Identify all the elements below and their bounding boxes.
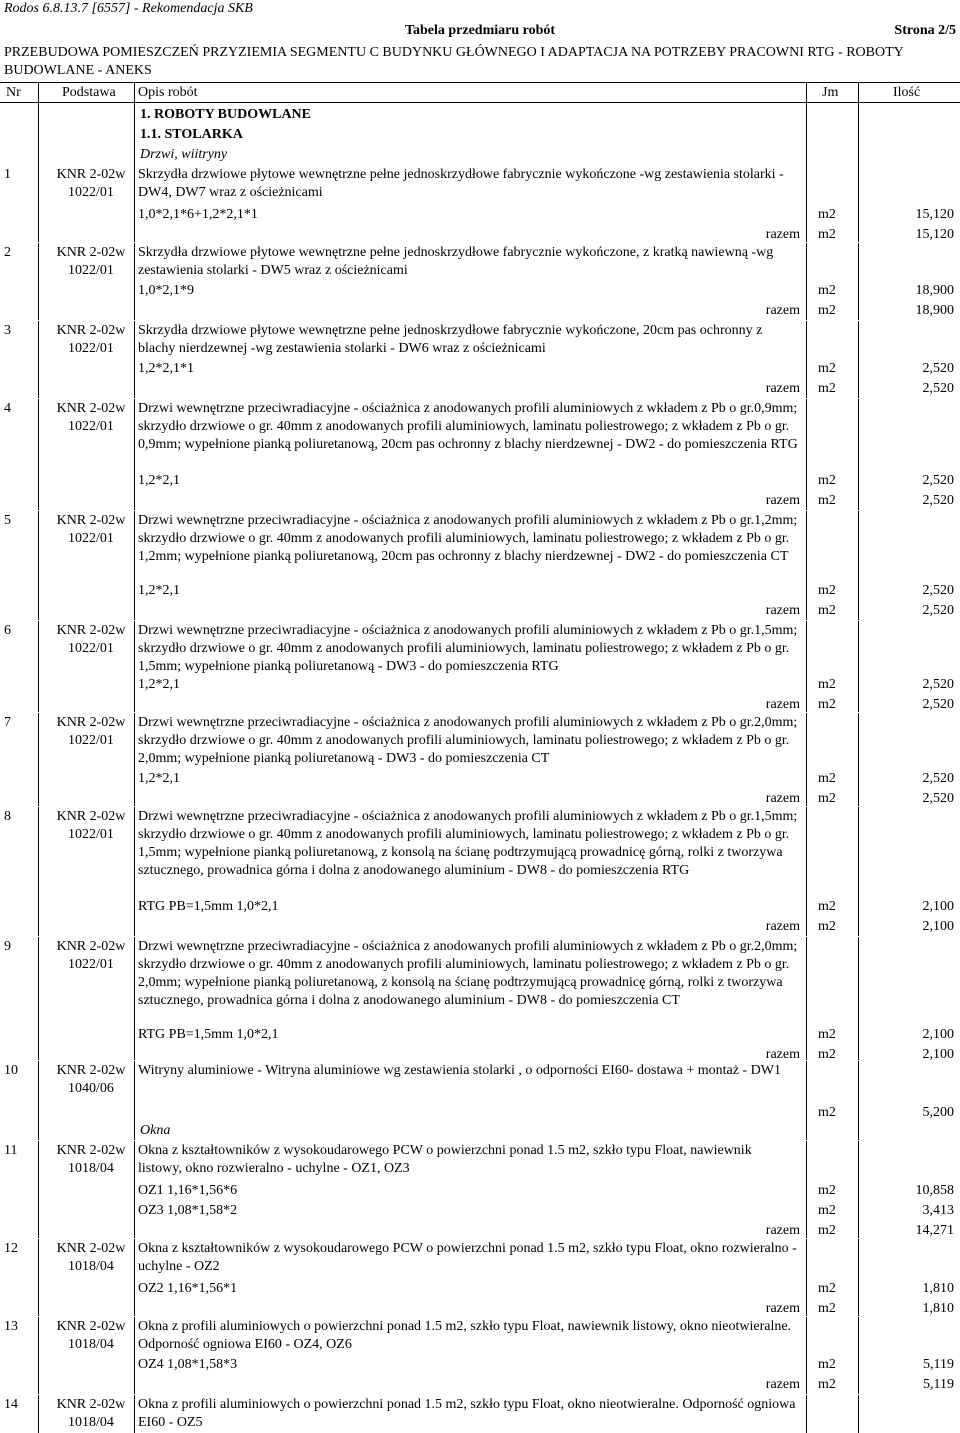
position-description: Drzwi wewnętrzne przeciwradiacyjne - ościażnica z anodowanych profili aluminiowych z wkładem z Pb o gr.1,5mm; skrzydło drzwiowe o gr. 40mm z anodowanych profili aluminiowych, laminatu poliestrowego; z wkładem z Pb o gr. 1,5mm; wypełnione pianką poliuretanową - DW3 - do pomieszczenia RTG (138, 623, 798, 674)
total-unit: m2 (818, 1377, 836, 1392)
position-basis: KNR 2-02w (56, 1397, 126, 1412)
total-label: razem (765, 919, 800, 934)
col-ilosc-header: Ilość (893, 85, 921, 100)
measurement-unit: m2 (818, 207, 836, 222)
position-number: 11 (4, 1143, 18, 1158)
position-description: Okna z profili aluminiowych o powierzchni ponad 1.5 m2, szkło typu Float, nawiewnik listowy, okno nieotwieralne. Odporność ogniowa EI60 - OZ4, OZ6 (138, 1319, 792, 1352)
measurement-quantity: 10,858 (915, 1183, 954, 1198)
position-basis: KNR 2-02w (56, 323, 126, 338)
col-divider-2 (134, 82, 135, 1433)
total-label: razem (765, 1047, 800, 1062)
total-quantity: 2,100 (922, 919, 954, 934)
measurement-quantity: 2,520 (922, 677, 954, 692)
total-label: razem (765, 1301, 800, 1316)
position-basis: KNR 2-02w (56, 939, 126, 954)
position-basis: KNR 2-02w (56, 623, 126, 638)
measurement-unit: m2 (818, 583, 836, 598)
position-basis: KNR 2-02w (56, 167, 126, 182)
total-unit: m2 (818, 1223, 836, 1238)
measurement-unit: m2 (818, 283, 836, 298)
position-number: 4 (4, 401, 11, 416)
total-label: razem (765, 1377, 800, 1392)
page-number: Strona 2/5 (894, 23, 956, 38)
row-separator (0, 1140, 960, 1141)
position-basis-code: 1022/01 (68, 185, 114, 200)
measurement-expression: 1,2*2,1 (138, 473, 180, 488)
position-number: 1 (4, 167, 11, 182)
measurement-quantity: 2,520 (922, 583, 954, 598)
measurement-unit: m2 (818, 771, 836, 786)
measurement-quantity: 15,120 (915, 207, 954, 222)
position-number: 14 (4, 1397, 18, 1412)
measurement-expression: 1,2*2,1 (138, 583, 180, 598)
total-quantity: 1,810 (922, 1301, 954, 1316)
total-quantity: 2,520 (922, 791, 954, 806)
header-bottom-rule (0, 102, 960, 103)
position-basis-code: 1022/01 (68, 531, 114, 546)
measurement-expression: 1,2*2,1 (138, 771, 180, 786)
total-unit: m2 (818, 791, 836, 806)
position-description: Drzwi wewnętrzne przeciwradiacyjne - ościażnica z anodowanych profili aluminiowych z wkładem z Pb o gr.1,5mm; skrzydło drzwiowe o gr. 40mm z anodowanych profili aluminiowych, laminatu poliestrowego; z wkładem z Pb o gr. 1,5mm; wypełnione pianką poliuretanową, z konsolą na ścianę podtrzymującą prowadnicę górną, rolki z tworzywa sztucznego, prowadnica górna i dolna z anodowanego aluminium - DW8 - do pomieszczenia RTG (138, 809, 798, 878)
measurement-quantity: 18,900 (915, 283, 954, 298)
total-unit: m2 (818, 697, 836, 712)
position-number: 9 (4, 939, 11, 954)
row-separator (0, 1394, 960, 1395)
measurement-quantity: 3,413 (922, 1203, 954, 1218)
measurement-expression: 1,0*2,1*6+1,2*2,1*1 (138, 207, 258, 222)
total-unit: m2 (818, 381, 836, 396)
position-basis-code: 1018/04 (68, 1337, 114, 1352)
row-separator (0, 712, 960, 713)
measurement-expression: OZ1 1,16*1,56*6 (138, 1183, 238, 1198)
measurement-unit: m2 (818, 473, 836, 488)
measurement-unit: m2 (818, 1281, 836, 1296)
measurement-expression: 1,2*2,1 (138, 677, 180, 692)
total-unit: m2 (818, 493, 836, 508)
position-description: Okna z kształtowników z wysokoudarowego PCW o powierzchni ponad 1.5 m2, szkło typu Float, okno rozwieralno - uchylne - OZ2 (138, 1241, 797, 1274)
col-divider-3 (806, 82, 807, 1433)
col-divider-1 (38, 82, 39, 1433)
position-number: 2 (4, 245, 11, 260)
row-separator (0, 1316, 960, 1317)
position-basis: KNR 2-02w (56, 1063, 126, 1078)
position-description: Drzwi wewnętrzne przeciwradiacyjne - ościażnica z anodowanych profili aluminiowych z wkładem z Pb o gr.1,2mm; skrzydło drzwiowe o gr. 40mm z anodowanych profili aluminiowych, laminatu poliestrowego; z wkładem z Pb o gr. 1,2mm; wypełnione pianką poliuretanową, 20cm pas ochronny z blachy nierdzewnej - DW2 - do pomieszczenia CT (138, 513, 798, 564)
position-number: 12 (4, 1241, 18, 1256)
position-number: 10 (4, 1063, 18, 1078)
row-separator (0, 806, 960, 807)
position-basis-code: 1018/04 (68, 1259, 114, 1274)
row-separator (0, 620, 960, 621)
position-number: 7 (4, 715, 11, 730)
measurement-unit: m2 (818, 1183, 836, 1198)
position-description: Drzwi wewnętrzne przeciwradiacyjne - ościażnica z anodowanych profili aluminiowych z wkładem z Pb o gr.2,0mm; skrzydło drzwiowe o gr. 40mm z anodowanych profili aluminiowych, laminatu poliestrowego; z wkładem z Pb o gr. 2,0mm; wypełnione pianką poliuretanową, z konsolą na ścianę podtrzymującą prowadnicę górną, rolki z tworzywa sztucznego, prowadnica górna i dolna z anodowanego aluminium - DW8 - do pomieszczenia CT (138, 939, 798, 1008)
total-label: razem (765, 303, 800, 318)
total-unit: m2 (818, 303, 836, 318)
total-label: razem (765, 493, 800, 508)
position-basis-code: 1022/01 (68, 419, 114, 434)
position-description: Witryny aluminiowe - Witryna aluminiowe wg zestawienia stolarki , o odporności EI60- dostawa + montaż - DW1 (138, 1063, 781, 1078)
section-heading: 1. ROBOTY BUDOWLANE (140, 107, 312, 122)
measurement-unit: m2 (818, 1203, 836, 1218)
position-description: Drzwi wewnętrzne przeciwradiacyjne - ościażnica z anodowanych profili aluminiowych z wkładem z Pb o gr.2,0mm; skrzydło drzwiowe o gr. 40mm z anodowanych profili aluminiowych, laminatu poliestrowego; z wkładem z Pb o gr. 2,0mm; wypełnione pianką poliuretanową - DW3 - do pomieszczenia CT (138, 715, 798, 766)
total-quantity: 2,100 (922, 1047, 954, 1062)
measurement-quantity: 2,100 (922, 1027, 954, 1042)
measurement-expression: 1,2*2,1*1 (138, 361, 194, 376)
project-title: PRZEBUDOWA POMIESZCZEŃ PRZYZIEMIA SEGMENTU C BUDYNKU GŁÓWNEGO I ADAPTACJA NA POTRZEBY PRACOWNI RTG - ROBOTY BUDOWLANE - ANEKS (4, 45, 904, 78)
measurement-unit: m2 (818, 677, 836, 692)
row-separator (0, 1060, 960, 1061)
measurement-quantity: 2,520 (922, 473, 954, 488)
position-basis: KNR 2-02w (56, 245, 126, 260)
position-description: Drzwi wewnętrzne przeciwradiacyjne - ościażnica z anodowanych profili aluminiowych z wkładem z Pb o gr.0,9mm; skrzydło drzwiowe o gr. 40mm z anodowanych profili aluminiowych, laminatu poliestrowego; z wkładem z Pb o gr. 0,9mm; wypełnione pianką poliuretanową, 20cm pas ochronny z blachy nierdzewnej - DW2 - do pomieszczenia RTG (138, 401, 798, 452)
measurement-quantity: 2,520 (922, 771, 954, 786)
measurement-expression: OZ4 1,08*1,58*3 (138, 1357, 238, 1372)
total-quantity: 14,271 (915, 1223, 954, 1238)
position-basis: KNR 2-02w (56, 809, 126, 824)
total-quantity: 15,120 (915, 227, 954, 242)
position-basis: KNR 2-02w (56, 1241, 126, 1256)
total-quantity: 18,900 (915, 303, 954, 318)
row-separator (0, 320, 960, 321)
measurement-unit: m2 (818, 361, 836, 376)
measurement-unit: m2 (818, 1105, 836, 1120)
position-basis: KNR 2-02w (56, 401, 126, 416)
total-label: razem (765, 381, 800, 396)
app-header: Rodos 6.8.13.7 [6557] - Rekomendacja SKB (4, 1, 253, 16)
header-top-rule (0, 82, 960, 83)
total-quantity: 2,520 (922, 493, 954, 508)
position-basis-code: 1022/01 (68, 341, 114, 356)
measurement-expression: 1,0*2,1*9 (138, 283, 194, 298)
subsection-heading: 1.1. STOLARKA (140, 127, 243, 142)
position-number: 8 (4, 809, 11, 824)
measurement-expression: OZ3 1,08*1,58*2 (138, 1203, 238, 1218)
col-nr-header: Nr (6, 85, 21, 100)
position-basis-code: 1040/06 (68, 1081, 114, 1096)
total-label: razem (765, 791, 800, 806)
position-basis: KNR 2-02w (56, 1319, 126, 1334)
position-number: 5 (4, 513, 11, 528)
position-basis-code: 1018/04 (68, 1161, 114, 1176)
position-basis: KNR 2-02w (56, 513, 126, 528)
position-description: Skrzydła drzwiowe płytowe wewnętrzne pełne jednoskrzydłowe fabrycznie wykończone, z kratką nawiewną -wg zestawienia stolarki - DW5 wraz z ościeżnicami (138, 245, 774, 278)
row-separator (0, 242, 960, 243)
measurement-unit: m2 (818, 899, 836, 914)
row-separator (0, 936, 960, 937)
total-unit: m2 (818, 603, 836, 618)
position-basis-code: 1022/01 (68, 733, 114, 748)
position-description: Okna z profili aluminiowych o powierzchni ponad 1.5 m2, szkło typu Float, okno nieotwieralne. Odporność ogniowa EI60 - OZ5 (138, 1397, 796, 1430)
total-quantity: 5,119 (923, 1377, 954, 1392)
total-unit: m2 (818, 227, 836, 242)
total-label: razem (765, 603, 800, 618)
total-unit: m2 (818, 1301, 836, 1316)
measurement-quantity: 5,200 (922, 1105, 954, 1120)
measurement-expression: OZ2 1,16*1,56*1 (138, 1281, 238, 1296)
measurement-unit: m2 (818, 1027, 836, 1042)
position-basis-code: 1022/01 (68, 641, 114, 656)
position-basis: KNR 2-02w (56, 715, 126, 730)
col-podstawa-header: Podstawa (62, 85, 116, 100)
total-label: razem (765, 697, 800, 712)
measurement-quantity: 2,100 (922, 899, 954, 914)
position-number: 3 (4, 323, 11, 338)
measurement-quantity: 2,520 (922, 361, 954, 376)
total-unit: m2 (818, 919, 836, 934)
measurement-quantity: 5,119 (923, 1357, 954, 1372)
row-separator (0, 398, 960, 399)
position-description: Okna z kształtowników z wysokoudarowego PCW o powierzchni ponad 1.5 m2, szkło typu Float, nawiewnik listowy, okno rozwieralno - uchylne - OZ1, OZ3 (138, 1143, 752, 1176)
measurement-expression: RTG PB=1,5mm 1,0*2,1 (138, 1027, 279, 1042)
position-number: 13 (4, 1319, 18, 1334)
col-divider-4 (858, 82, 859, 1433)
position-basis-code: 1022/01 (68, 263, 114, 278)
col-opis-header: Opis robót (138, 85, 198, 100)
total-label: razem (765, 227, 800, 242)
position-basis-code: 1022/01 (68, 827, 114, 842)
position-basis-code: 1022/01 (68, 957, 114, 972)
group-heading: Okna (140, 1123, 171, 1138)
measurement-expression: RTG PB=1,5mm 1,0*2,1 (138, 899, 279, 914)
total-quantity: 2,520 (922, 603, 954, 618)
total-quantity: 2,520 (922, 381, 954, 396)
total-unit: m2 (818, 1047, 836, 1062)
position-number: 6 (4, 623, 11, 638)
position-description: Skrzydła drzwiowe płytowe wewnętrzne pełne jednoskrzydłowe fabrycznie wykończone, 20cm pas ochronny z blachy nierdzewnej -wg zestawienia stolarki - DW6 wraz z ościeżnicami (138, 323, 763, 356)
document-title: Tabela przedmiaru robót (404, 23, 556, 38)
position-description: Skrzydła drzwiowe płytowe wewnętrzne pełne jednoskrzydłowe fabrycznie wykończone -wg zestawienia stolarki - DW4, DW7 wraz z ościeżnicami (138, 167, 784, 200)
position-basis: KNR 2-02w (56, 1143, 126, 1158)
col-jm-header: Jm (822, 85, 839, 100)
total-label: razem (765, 1223, 800, 1238)
row-separator (0, 510, 960, 511)
group-heading: Drzwi, wiitryny (140, 147, 228, 162)
total-quantity: 2,520 (922, 697, 954, 712)
row-separator (0, 1238, 960, 1239)
position-basis-code: 1018/04 (68, 1415, 114, 1430)
measurement-unit: m2 (818, 1357, 836, 1372)
measurement-quantity: 1,810 (922, 1281, 954, 1296)
